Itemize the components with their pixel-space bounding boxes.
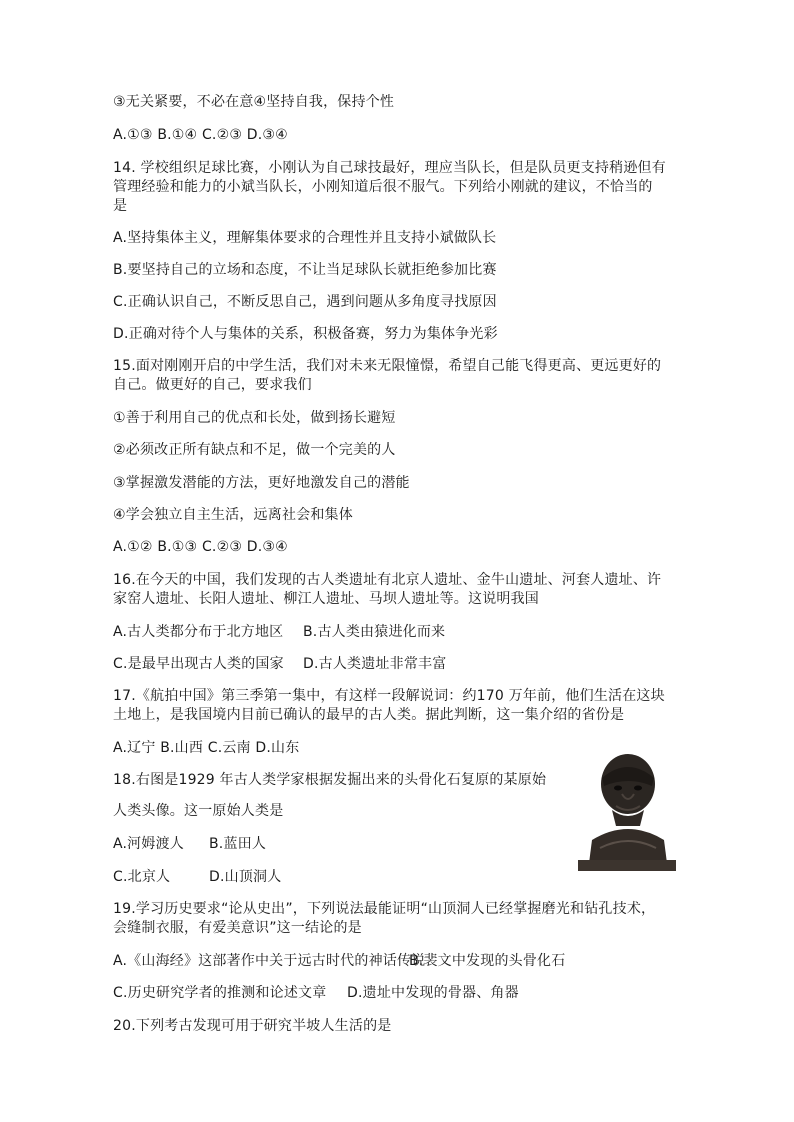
q16-option-a: A.古人类都分布于北方地区	[113, 624, 284, 640]
q19-options-row-2	[113, 984, 519, 1002]
q18-options-row-2	[113, 868, 281, 886]
q15-statement-2: ②必须改正所有缺点和不足，做一个完美的人	[113, 442, 396, 458]
q14-stem-line-1: 14. 学校组织足球比赛，小刚认为自己球技最好，理应当队长，但是队员更支持稍逊但有	[113, 160, 666, 176]
q19-option-d: D.遗址中发现的骨器、角器	[347, 985, 519, 1001]
q14-option-a: A.坚持集体主义，理解集体要求的合理性并且支持小斌做队长	[113, 230, 497, 246]
q18-option-a: A.河姆渡人	[113, 836, 184, 852]
q14-stem-line-3: 是	[113, 198, 128, 214]
q17-stem-line-2: 土地上，是我国境内目前已确认的最早的古人类。据此判断，这一集介绍的省份是	[113, 707, 625, 723]
q16-stem-line-1: 16.在今天的中国，我们发现的古人类遗址有北京人遗址、金牛山遗址、河套人遗址、许	[113, 572, 662, 588]
peking-man-bust-photo	[572, 748, 681, 871]
q14-option-c: C.正确认识自己，不断反思自己，遇到问题从多角度寻找原因	[113, 294, 497, 310]
q14-option-b: B.要坚持自己的立场和态度，不让当足球队长就拒绝参加比赛	[113, 262, 497, 278]
q15-statement-3: ③掌握激发潜能的方法，更好地激发自己的潜能	[113, 475, 410, 491]
q15-stem-line-2: 自己。做更好的自己，要求我们	[113, 377, 312, 393]
q16-options-row-2	[113, 655, 446, 673]
q18-option-b: B.蓝田人	[209, 836, 267, 852]
q13-statement-line: ③无关紧要，不必在意④坚持自我，保持个性	[113, 94, 395, 110]
q18-stem-line-1: 18.右图是1929 年古人类学家根据发掘出来的头骨化石复原的某原始	[113, 772, 547, 788]
q15-statement-1: ①善于利用自己的优点和长处，做到扬长避短	[113, 410, 396, 426]
q19-option-c: C.历史研究学者的推测和论述文章	[113, 985, 327, 1001]
q16-options-row-1	[113, 623, 445, 641]
q18-stem-line-2: 人类头像。这一原始人类是	[113, 803, 284, 819]
q17-stem-line-1: 17.《航拍中国》第三季第一集中，有这样一段解说词：约170 万年前，他们生活在这块	[113, 688, 665, 704]
q15-statement-4: ④学会独立自主生活，远离社会和集体	[113, 507, 353, 523]
q17-options: A.辽宁 B.山西 C.云南 D.山东	[113, 740, 300, 756]
q16-option-b: B.古人类由猿进化而来	[303, 624, 446, 640]
q18-option-c: C.北京人	[113, 869, 171, 885]
q14-stem-line-2: 管理经验和能力的小斌当队长，小刚知道后很不服气。下列给小刚就的建议，不恰当的	[113, 179, 653, 195]
q16-option-d: D.古人类遗址非常丰富	[303, 656, 447, 672]
q19-stem-line-2: 会缝制衣服，有爱美意识”这一结论的是	[113, 920, 362, 936]
q19-options-row-1	[113, 952, 565, 970]
q19-option-a: A.《山海经》这部著作中关于远古时代的神话传说	[113, 953, 426, 969]
q16-stem-line-2: 家窑人遗址、长阳人遗址、柳江人遗址、马坝人遗址等。这说明我国	[113, 591, 539, 607]
q19-option-b: B.裴文中发现的头骨化石	[409, 953, 566, 969]
q14-option-d: D.正确对待个人与集体的关系，积极备赛，努力为集体争光彩	[113, 326, 498, 342]
q20-stem-line-1: 20.下列考古发现可用于研究半坡人生活的是	[113, 1018, 392, 1034]
q19-stem-line-1: 19.学习历史要求“论从史出”，下列说法最能证明“山顶洞人已经掌握磨光和钻孔技术，	[113, 901, 656, 917]
q15-options: A.①② B.①③ C.②③ D.③④	[113, 539, 288, 555]
q16-option-c: C.是最早出现古人类的国家	[113, 656, 284, 672]
q15-stem-line-1: 15.面对刚刚开启的中学生活，我们对未来无限憧憬，希望自己能飞得更高、更远更好的	[113, 358, 662, 374]
q13-options: A.①③ B.①④ C.②③ D.③④	[113, 127, 288, 143]
q18-option-d: D.山顶洞人	[209, 869, 282, 885]
q18-options-row-1	[113, 835, 266, 853]
